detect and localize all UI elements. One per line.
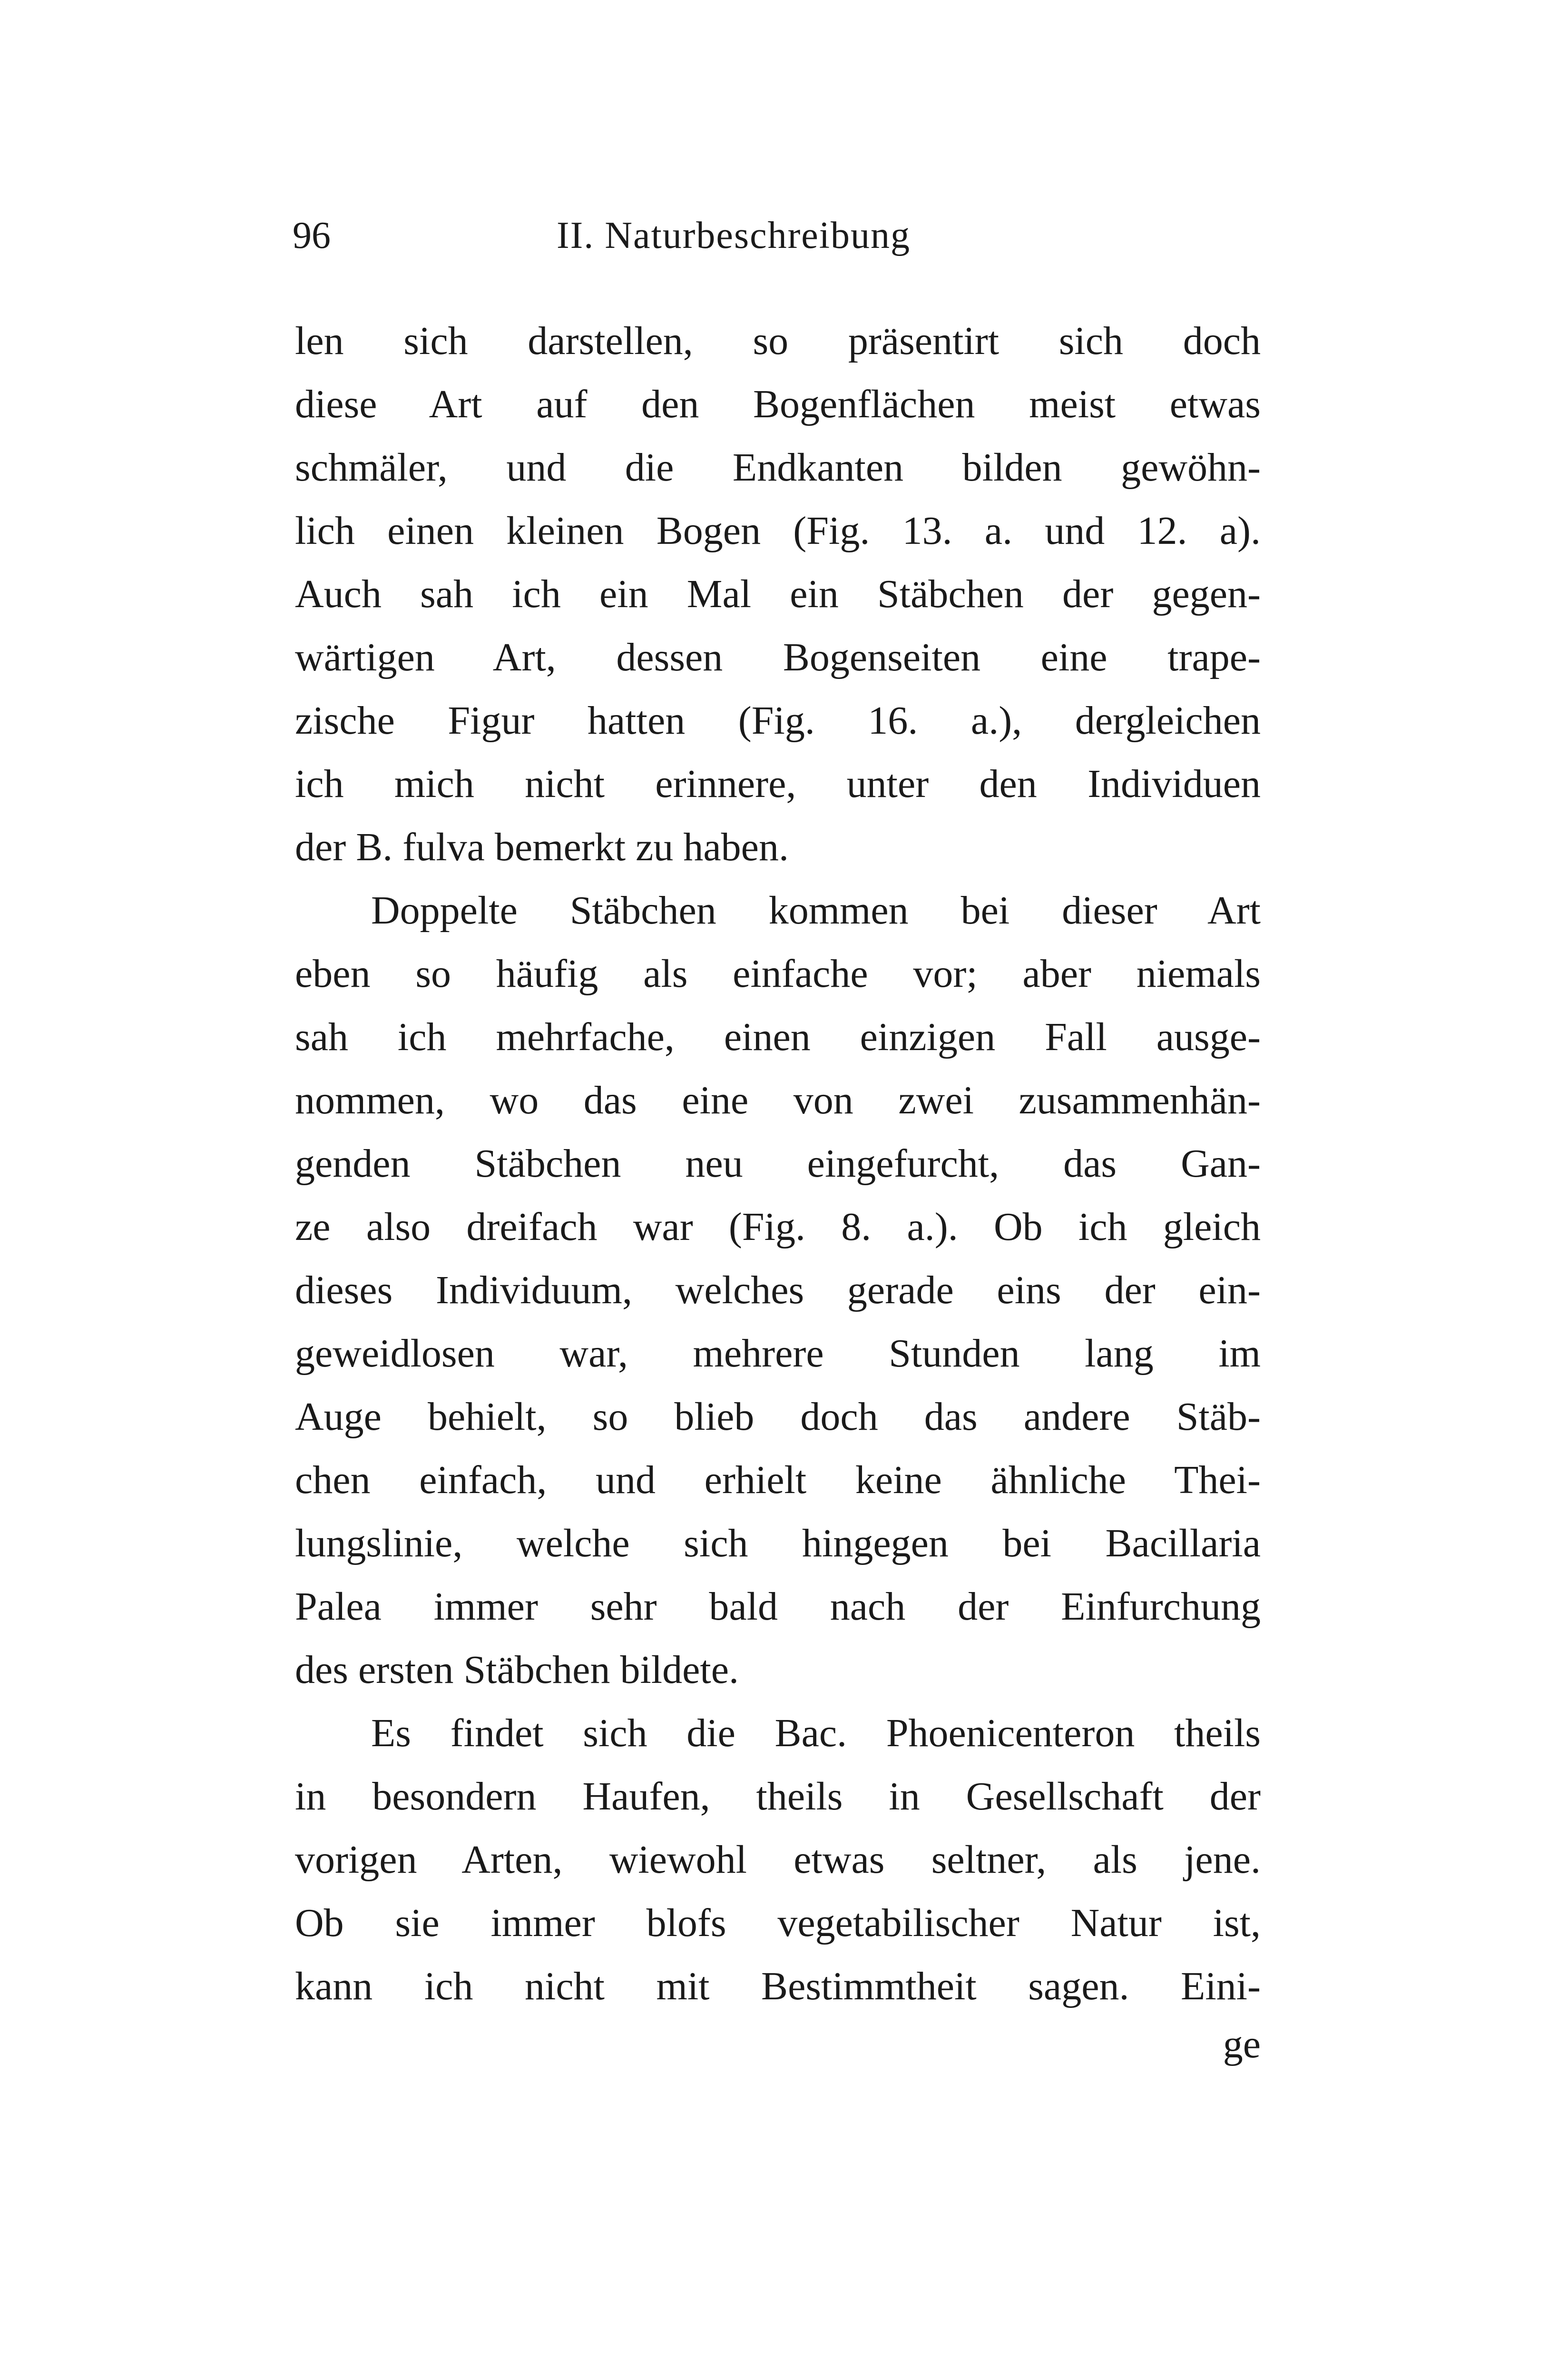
text-line: lungslinie, welche sich hingegen bei Bacillaria xyxy=(295,1521,1261,1565)
text-line: kann ich nicht mit Bestimmtheit sagen. Eini- xyxy=(295,1964,1261,2008)
page-number: 96 xyxy=(293,215,331,256)
text-line: dieses Individuum, welches gerade eins der ein- xyxy=(295,1268,1261,1312)
catchword: ge xyxy=(1223,2022,1261,2066)
text-line: eben so häufig als einfache vor; aber niemals xyxy=(295,952,1261,996)
text-line: diese Art auf den Bogenflächen meist etwas xyxy=(295,382,1261,426)
text-line: in besondern Haufen, theils in Gesellschaft der xyxy=(295,1774,1261,1819)
text-line: len sich darstellen, so präsentirt sich doch xyxy=(295,319,1261,363)
text-line: ich mich nicht erinnere, unter den Individuen xyxy=(295,762,1261,806)
text-line: ze also dreifach war (Fig. 8. a.). Ob ich gleich xyxy=(295,1205,1261,1249)
text-line: Ob sie immer blofs vegetabilischer Natur ist, xyxy=(295,1901,1261,1945)
text-line: genden Stäbchen neu eingefurcht, das Gan- xyxy=(295,1141,1261,1186)
text-line: lich einen kleinen Bogen (Fig. 13. a. und 12. a). xyxy=(295,509,1261,553)
text-line: geweidlosen war, mehrere Stunden lang im xyxy=(295,1331,1261,1376)
text-line: der B. fulva bemerkt zu haben. xyxy=(295,825,789,869)
text-line: wärtigen Art, dessen Bogenseiten eine trape- xyxy=(295,635,1261,679)
text-line: nommen, wo das eine von zwei zusammenhän- xyxy=(295,1078,1261,1122)
text-line: Palea immer sehr bald nach der Einfurchung xyxy=(295,1584,1261,1629)
running-head: II. Naturbeschreibung xyxy=(557,215,911,256)
page-header xyxy=(293,207,1273,264)
body-text xyxy=(295,309,1261,2018)
text-line: vorigen Arten, wiewohl etwas seltner, als jene. xyxy=(295,1838,1261,1882)
text-line: Es findet sich die Bac. Phoenicenteron theils xyxy=(371,1711,1261,1755)
text-line: Auge behielt, so blieb doch das andere Stäb- xyxy=(295,1395,1261,1439)
text-line: zische Figur hatten (Fig. 16. a.), dergleichen xyxy=(295,698,1261,743)
text-line: sah ich mehrfache, einen einzigen Fall ausge- xyxy=(295,1015,1261,1059)
text-line: Auch sah ich ein Mal ein Stäbchen der gegen- xyxy=(295,572,1261,616)
text-line: Doppelte Stäbchen kommen bei dieser Art xyxy=(371,888,1261,933)
text-line: schmäler, und die Endkanten bilden gewöhn- xyxy=(295,445,1261,490)
text-line: chen einfach, und erhielt keine ähnliche Thei- xyxy=(295,1458,1261,1502)
text-line: des ersten Stäbchen bildete. xyxy=(295,1648,739,1692)
